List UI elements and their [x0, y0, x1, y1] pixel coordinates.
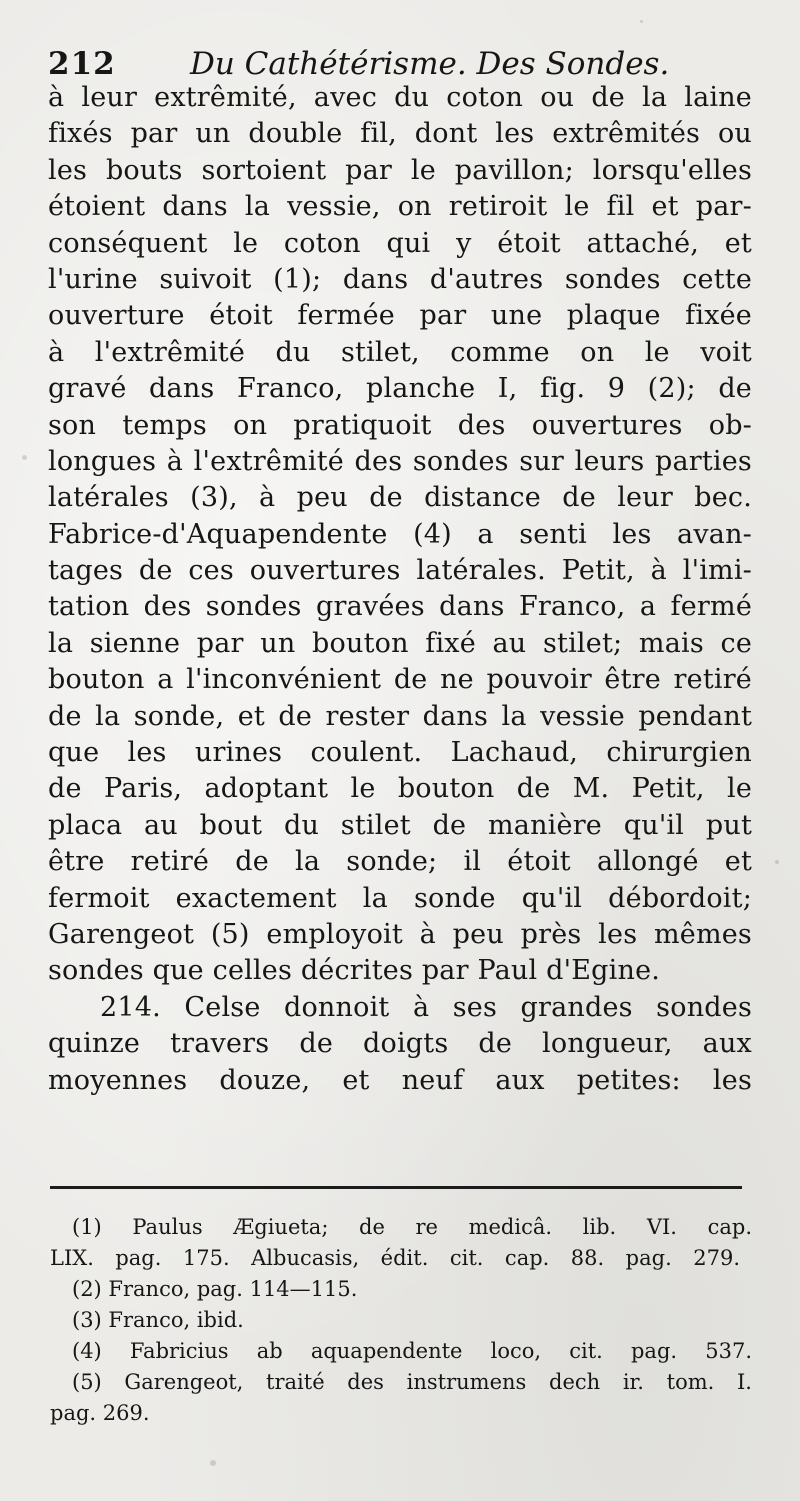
- footnote-2: (2) Franco, pag. 114—115.: [72, 1277, 358, 1301]
- body-line: fixés par un double fil, dont les extrêmités ou: [48, 118, 752, 150]
- body-text: [48, 80, 752, 1099]
- body-line: l'urine suivoit (1); dans d'autres sondes cette: [48, 263, 752, 295]
- page-number: 212: [48, 46, 116, 82]
- body-line: quinze travers de doigts de longueur, aux: [48, 1028, 752, 1060]
- body-line: bouton a l'inconvénient de ne pouvoir être retiré: [48, 664, 752, 696]
- body-line: longues à l'extrêmité des sondes sur leurs parties: [48, 445, 752, 477]
- body-line: son temps on pratiquoit des ouvertures ob-: [48, 409, 752, 441]
- body-line: à leur extrêmité, avec du coton ou de la laine: [48, 82, 752, 113]
- body-line: ouverture étoit fermée par une plaque fixée: [48, 300, 752, 332]
- paper-speck: [775, 860, 779, 864]
- body-line: la sienne par un bouton fixé au stilet; mais ce: [48, 627, 752, 659]
- body-line: fermoit exactement la sonde qu'il débordoit;: [48, 882, 752, 914]
- footnote-5: (5) Garengeot, traité des instrumens dech ir. tom. I.: [72, 1370, 752, 1394]
- running-title: Du Cathétérisme. Des Sondes.: [190, 46, 670, 82]
- paragraph-start-line: 214. Celse donnoit à ses grandes sondes: [100, 991, 752, 1023]
- body-line: les bouts sortoient par le pavillon; lorsqu'elles: [48, 154, 752, 186]
- footnotes: [50, 1212, 752, 1429]
- paper-speck: [640, 20, 643, 23]
- body-line: étoient dans la vessie, on retiroit le fil et par-: [48, 191, 752, 223]
- paper-speck: [210, 1460, 216, 1466]
- paper-speck: [22, 455, 27, 460]
- footnote-3: (3) Franco, ibid.: [72, 1308, 244, 1332]
- body-line: Fabrice-d'Aquapendente (4) a senti les avan-: [48, 518, 752, 550]
- body-line: tages de ces ouvertures latérales. Petit, à l'imi-: [48, 555, 752, 587]
- footnote-4: (4) Fabricius ab aquapendente loco, cit. pag. 537.: [72, 1339, 752, 1363]
- body-line: conséquent le coton qui y étoit attaché, et: [48, 227, 752, 259]
- body-line: de la sonde, et de rester dans la vessie pendant: [48, 700, 752, 732]
- body-line: que les urines coulent. Lachaud, chirurgien: [48, 737, 752, 769]
- footnote-1: (1) Paulus Ægiueta; de re medicâ. lib. VI. cap.: [72, 1215, 752, 1239]
- footnote-1-continued: LIX. pag. 175. Albucasis, édit. cit. cap. 88. pag. 279.: [50, 1246, 740, 1270]
- body-line: latérales (3), à peu de distance de leur bec.: [48, 482, 752, 514]
- body-line: sondes que celles décrites par Paul d'Egine.: [48, 955, 661, 987]
- body-line: moyennes douze, et neuf aux petites: les: [48, 1064, 752, 1096]
- body-line: Garengeot (5) employoit à peu près les mêmes: [48, 918, 752, 950]
- body-line: placa au bout du stilet de manière qu'il put: [48, 809, 752, 841]
- body-line: être retiré de la sonde; il étoit allongé et: [48, 846, 752, 878]
- body-line: à l'extrêmité du stilet, comme on le voit: [48, 336, 752, 368]
- body-line: de Paris, adoptant le bouton de M. Petit, le: [48, 773, 752, 805]
- body-line: gravé dans Franco, planche I, fig. 9 (2); de: [48, 373, 752, 405]
- footnote-rule: [50, 1186, 742, 1189]
- footnote-5-continued: pag. 269.: [50, 1401, 150, 1425]
- body-line: tation des sondes gravées dans Franco, a fermé: [48, 591, 752, 623]
